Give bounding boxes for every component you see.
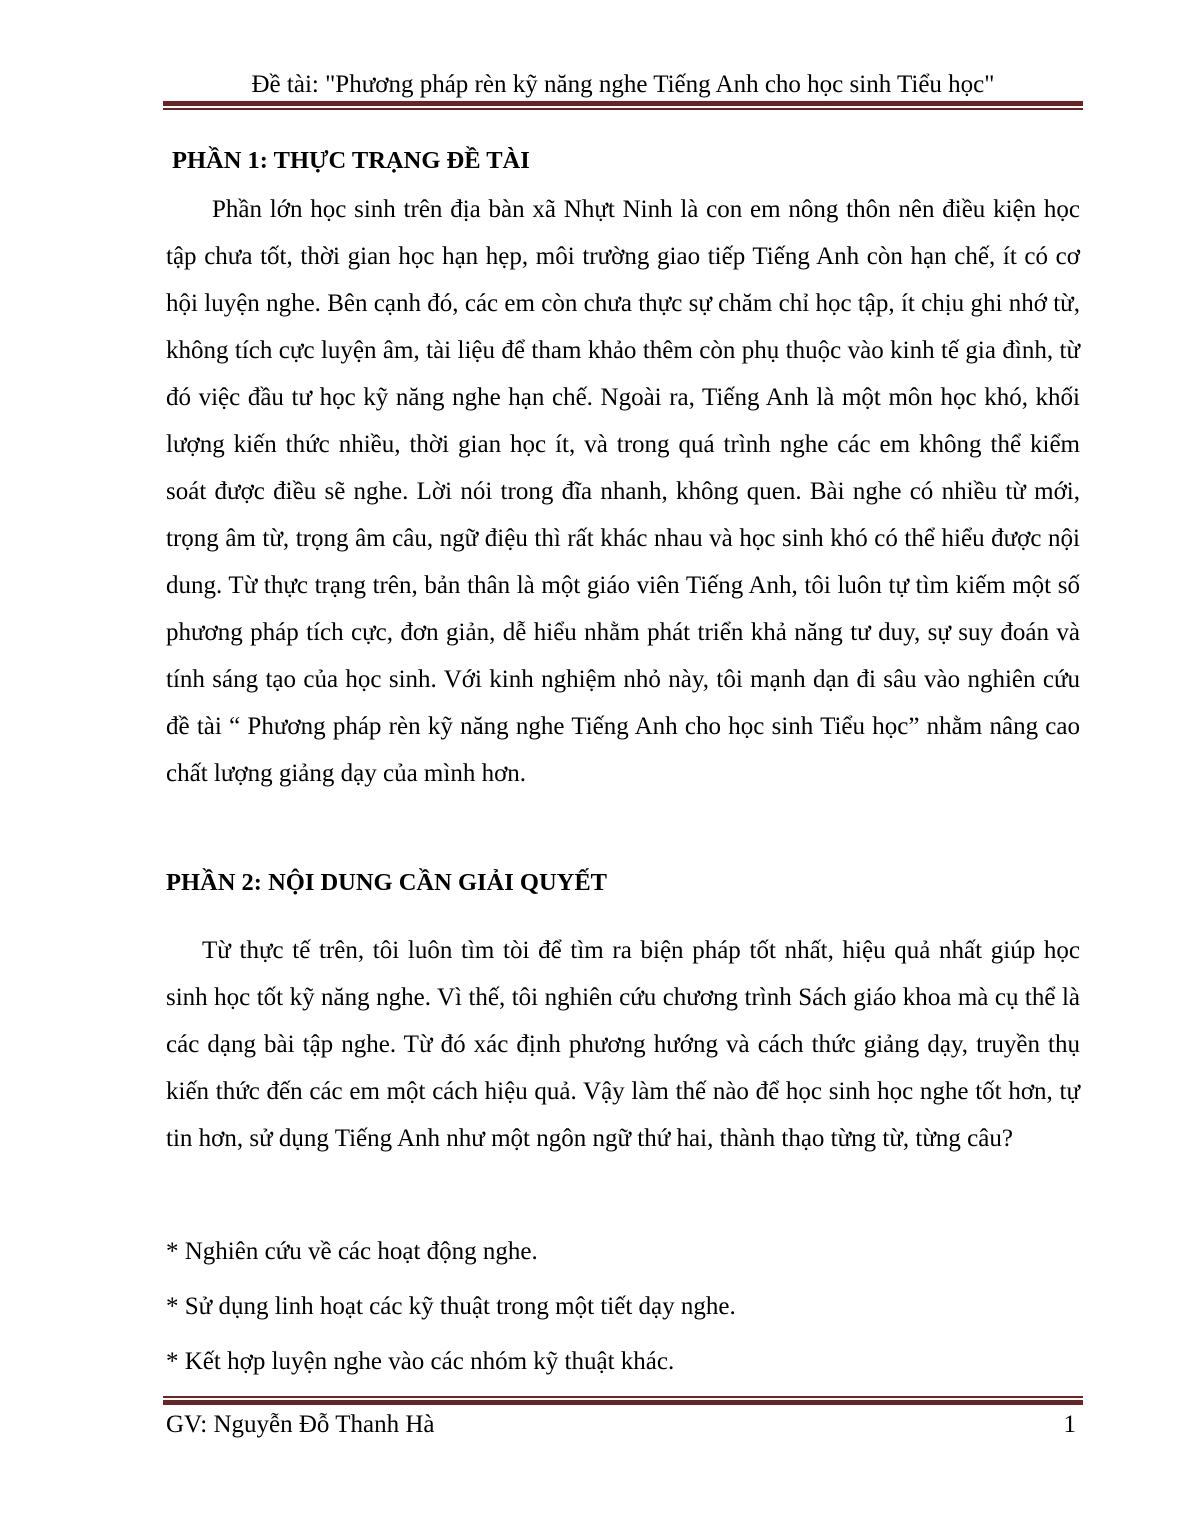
bullet-item: * Kết hợp luyện nghe vào các nhóm kỹ thuật khác. (166, 1348, 675, 1375)
section-2-paragraph: Từ thực tế trên, tôi luôn tìm tòi để tìm ra biện pháp tốt nhất, hiệu quả nhất giúp học sinh học tốt kỹ năng nghe. Vì thế, tôi nghiên cứu chương trình Sách giáo khoa mà cụ thể là các dạng bài tập nghe. Từ đó xác định phương hướng và cách thức giảng dạy, truyền thụ kiến thức đến các em một cách hiệu quả. Vậy làm thế nào để học sinh học nghe tốt hơn, tự tin hơn, sử dụng Tiếng Anh như một ngôn ngữ thứ hai, thành thạo từng từ, từng câu? (166, 937, 1080, 1152)
header-divider (163, 101, 1083, 110)
header-divider-thick (163, 101, 1083, 106)
page-header-title: Đề tài: "Phương pháp rèn kỹ năng nghe Tiếng Anh cho học sinh Tiểu học" (251, 71, 995, 98)
section-1-paragraph: Phần lớn học sinh trên địa bàn xã Nhựt Ninh là con em nông thôn nên điều kiện học tập chưa tốt, thời gian học hạn hẹp, môi trường giao tiếp Tiếng Anh còn hạn chế, ít có cơ hội luyện nghe. Bên cạnh đó, các em còn chưa thực sự chăm chỉ học tập, ít chịu ghi nhớ từ, không tích cực luyện âm, tài liệu để tham khảo thêm còn phụ thuộc vào kinh tế gia đình, từ đó việc đầu tư học kỹ năng nghe hạn chế. Ngoài ra, Tiếng Anh là một môn học khó, khối lượng kiến thức nhiều, thời gian học ít, và trong quá trình nghe các em không thể kiểm soát được điều sẽ nghe. Lời nói trong đĩa nhanh, không quen. Bài nghe có nhiều từ mới, trọng âm từ, trọng âm câu, ngữ điệu thì rất khác nhau và học sinh khó có thể hiểu được nội dung. Từ thực trạng trên, bản thân là một giáo viên Tiếng Anh, tôi luôn tự tìm kiếm một số phương pháp tích cực, đơn giản, dễ hiểu nhằm phát triển khả năng tư duy, sự suy đoán và tính sáng tạo của học sinh. Với kinh nghiệm nhỏ này, tôi mạnh dạn đi sâu vào nghiên cứu đề tài “ Phương pháp rèn kỹ năng nghe Tiếng Anh cho học sinh Tiểu học” nhằm nâng cao chất lượng giảng dạy của mình hơn. (166, 196, 1080, 787)
footer-divider-thick (163, 1400, 1083, 1405)
section-2-heading: PHẦN 2: NỘI DUNG CẦN GIẢI QUYẾT (166, 869, 608, 896)
section-1-heading: PHẦN 1: THỰC TRẠNG ĐỀ TÀI (172, 147, 530, 174)
footer-divider (163, 1396, 1083, 1405)
footer-divider-thin (163, 1396, 1083, 1398)
bullet-item: * Nghiên cứu về các hoạt động nghe. (166, 1238, 538, 1265)
header-divider-thin (163, 108, 1083, 110)
page-number: 1 (1063, 1411, 1076, 1438)
footer-author: GV: Nguyễn Đỗ Thanh Hà (166, 1411, 435, 1438)
bullet-item: * Sử dụng linh hoạt các kỹ thuật trong một tiết dạy nghe. (166, 1293, 736, 1320)
